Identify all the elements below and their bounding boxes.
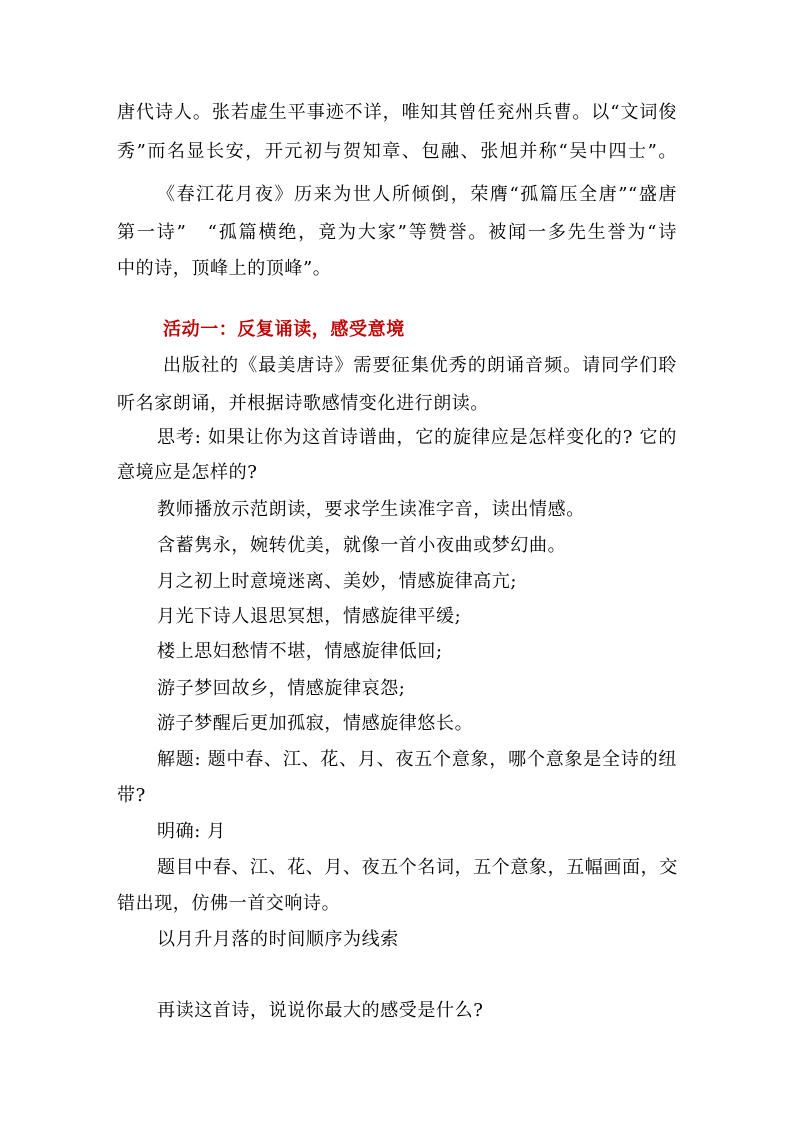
task-line-1: 出版社的《最美唐诗》需要征集优秀的朗诵音频。请同学们聆: [163, 355, 677, 376]
stage-line-3: 楼上思妇愁情不堪，情感旋律低回;: [157, 641, 443, 662]
mood-description: 含蓄隽永，婉转优美，就像一首小夜曲或梦幻曲。: [157, 535, 567, 556]
praise-line-1: 《春江花月夜》历来为世人所倾倒，荣膺“孤篇压全唐”“盛唐: [157, 184, 677, 205]
clue-line: 以月升月落的时间顺序为线索: [157, 929, 399, 950]
activity-heading: 活动一：反复诵读，感受意境: [163, 319, 405, 340]
task-line-2: 听名家朗诵，并根据诗歌感情变化进行朗读。: [117, 393, 489, 414]
explain-line-2: 错出现，仿佛一首交响诗。: [117, 893, 341, 914]
stage-line-4: 游子梦回故乡，情感旋律哀怨;: [157, 678, 406, 699]
bio-line-1: 唐代诗人。张若虚生平事迹不详，唯知其曾任兖州兵曹。以“文词俊: [117, 102, 677, 123]
question-line-2: 带?: [117, 785, 146, 806]
think-line-2: 意境应是怎样的?: [117, 462, 258, 483]
praise-line-3: 中的诗，顶峰上的顶峰”。: [117, 258, 332, 279]
praise-line-2: 第一诗” “孤篇横绝，竟为大家”等赞誉。被闻一多先生誉为“诗: [117, 222, 677, 243]
question-line-1: 解题: 题中春、江、花、月、夜五个意象，哪个意象是全诗的纽: [157, 749, 677, 770]
answer-line: 明确: 月: [157, 821, 226, 842]
stage-line-2: 月光下诗人退思冥想，情感旋律平缓;: [157, 606, 462, 627]
stage-line-5: 游子梦醒后更加孤寂，情感旋律悠长。: [157, 713, 474, 734]
explain-line-1: 题目中春、江、花、月、夜五个名词，五个意象，五幅画面，交: [157, 857, 678, 878]
reread-prompt: 再读这首诗，说说你最大的感受是什么?: [157, 1000, 484, 1021]
bio-line-2: 秀”而名显长安，开元初与贺知章、包融、张旭并称“吴中四士”。: [117, 141, 677, 162]
teacher-instruction: 教师播放示范朗读，要求学生读准字音，读出情感。: [157, 499, 585, 520]
think-line-1: 思考: 如果让你为这首诗谱曲，它的旋律应是怎样变化的? 它的: [157, 427, 677, 448]
stage-line-1: 月之初上时意境迷离、美妙，情感旋律高亢;: [157, 571, 518, 592]
